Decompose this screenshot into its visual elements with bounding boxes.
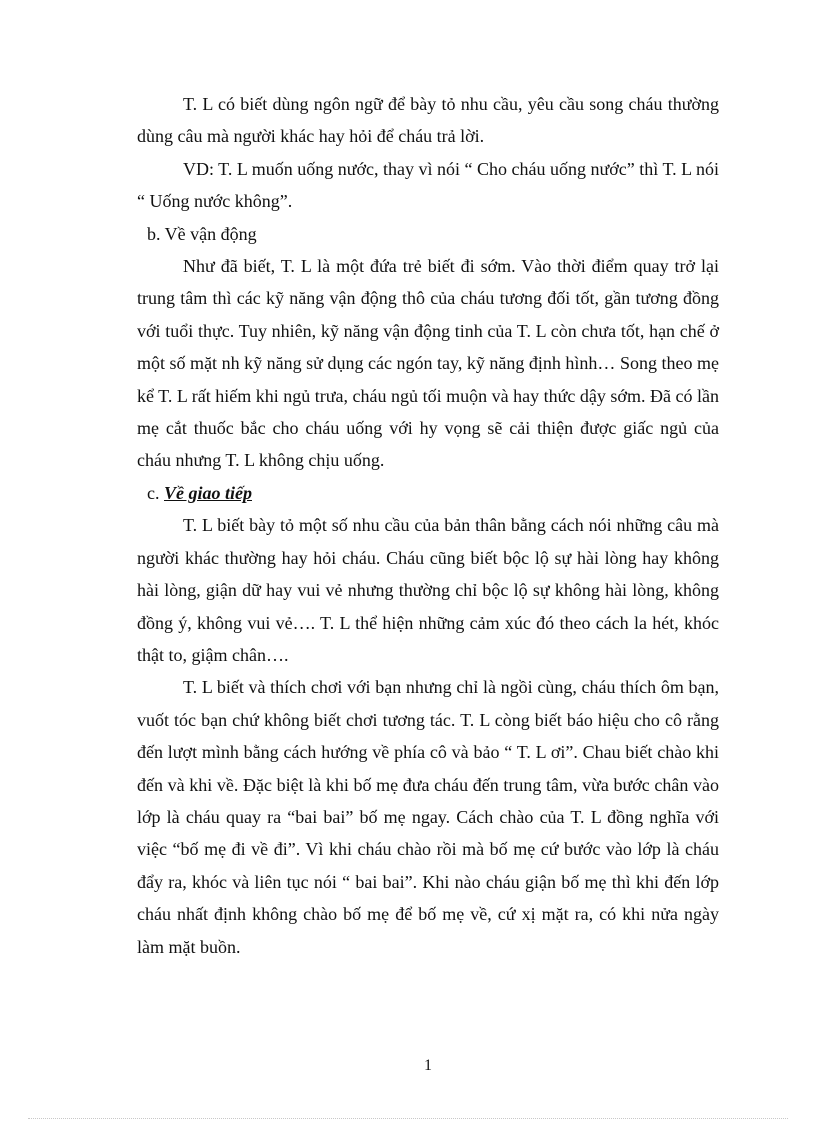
- page-number: 1: [424, 1057, 432, 1074]
- section-title: Về giao tiếp: [164, 482, 252, 503]
- paragraph-language: T. L có biết dùng ngôn ngữ để bày tỏ nhu cầu, yêu cầu song cháu thường dùng câu mà người khác hay hỏi để cháu trả lời.: [137, 94, 719, 147]
- document-body: [137, 88, 719, 963]
- paragraph-communication-2: T. L biết và thích chơi với bạn nhưng chỉ là ngồi cùng, cháu thích ôm bạn, vuốt tóc bạn chứ không biết chơi tương tác. T. L còng biết báo hiệu cho cô rằng đến lượt mình bằng cách hướng về phía cô và bảo “ T. L ơi”. Chau biết chào khi đến và khi về. Đặc biệt là khi bố mẹ đưa cháu đến trung tâm, vừa bước chân vào lớp là cháu quay ra “bai bai” bố mẹ ngay. Cách chào của T. L đồng nghĩa với việc “bố mẹ đi về đi”. Vì khi cháu chào rồi mà bố mẹ cứ bước vào lớp là cháu đẩy ra, khóc và liên tục nói “ bai bai”. Khi nào cháu giận bố mẹ thì khi đến lớp cháu nhất định không chào bố mẹ để bố mẹ về, cứ xị mặt ra, có khi nửa ngày làm mặt buồn.: [137, 677, 719, 957]
- paragraph-motor: Như đã biết, T. L là một đứa trẻ biết đi sớm. Vào thời điểm quay trở lại trung tâm thì các kỹ năng vận động thô của cháu tương đối tốt, gần tương đồng với tuổi thực. Tuy nhiên, kỹ năng vận động tinh của T. L còn chưa tốt, hạn chế ở một số mặt nh kỹ năng sử dụng các ngón tay, kỹ năng định hình… Song theo mẹ kể T. L rất hiếm khi ngủ trưa, cháu ngủ tối muộn và hay thức dậy sớm. Đã có lần mẹ cắt thuốc bắc cho cháu uống với hy vọng sẽ cải thiện được giấc ngủ của cháu nhưng T. L không chịu uống.: [137, 256, 719, 471]
- section-heading-motor: b. Về vận động: [147, 223, 257, 244]
- paragraph-example: VD: T. L muốn uống nước, thay vì nói “ Cho cháu uống nước” thì T. L nói “ Uống nước không”.: [137, 158, 719, 212]
- section-heading-communication: [137, 477, 719, 509]
- section-prefix: c.: [147, 482, 160, 503]
- footer-divider: [28, 1118, 788, 1119]
- paragraph-communication-1: T. L biết bày tỏ một số nhu cầu của bản thân bằng cách nói những câu mà người khác thường hay hỏi cháu. Cháu cũng biết bộc lộ sự hài lòng hay không hài lòng, giận dữ hay vui vẻ nhưng thường chỉ bộc lộ sự không hài lòng, không đồng ý, không vui vẻ…. T. L thể hiện những cảm xúc đó theo cách la hét, khóc thật to, giậm chân….: [137, 515, 719, 665]
